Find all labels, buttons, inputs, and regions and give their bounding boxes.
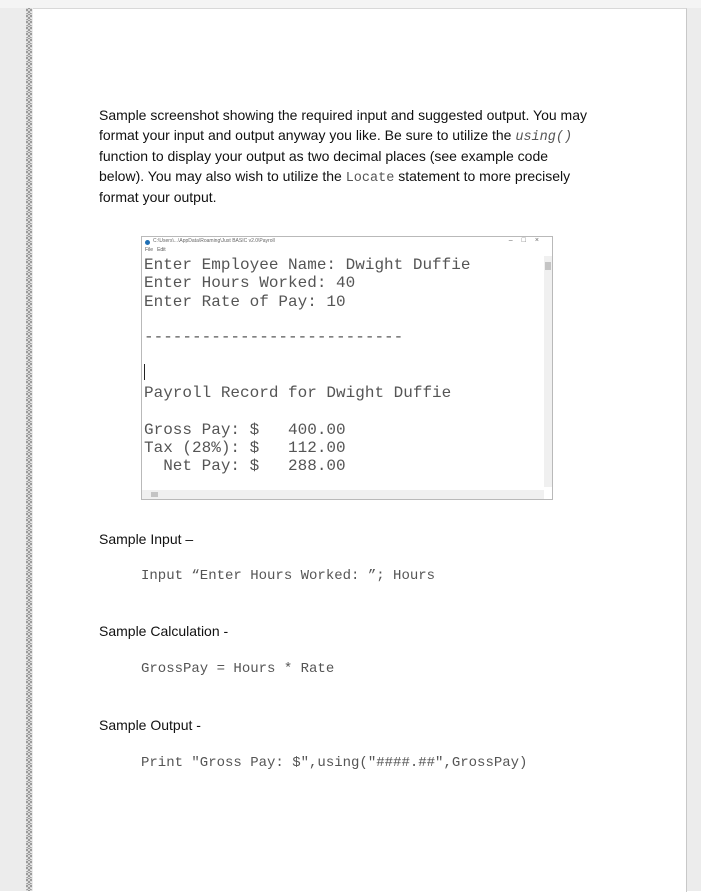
intro-text-3: statement to more precisely format your output. — [99, 167, 571, 205]
sample-input-code: Input “Enter Hours Worked: ”; Hours — [141, 568, 436, 584]
sample-output-heading: Sample Output - — [99, 717, 201, 733]
vertical-scroll-thumb[interactable] — [545, 262, 551, 270]
sample-input-heading: Sample Input – — [99, 531, 194, 547]
window-title-path: C:\Users\...\AppData\Roaming\Just BASIC v2.0\Payroll — [153, 238, 275, 244]
console-line-divider: --------------------------- — [144, 328, 404, 346]
sample-calculation-heading: Sample Calculation - — [99, 623, 229, 639]
console-line-tax: Tax (28%): $ 112.00 — [144, 439, 346, 457]
intro-text-2: function to display your output as two decimal places (see example code below). You may also wish to utilize the — [99, 148, 549, 184]
console-line-net-pay: Net Pay: $ 288.00 — [144, 457, 346, 475]
window-menu-bar — [145, 247, 170, 253]
sample-output-code: Print "Gross Pay: $",using("####.##",GrossPay) — [141, 755, 528, 771]
window-title-bar — [142, 237, 552, 248]
intro-text-1: Sample screenshot showing the required input and suggested output. You may format your input and output anyway you like. Be sure to utilize the — [99, 107, 587, 143]
console-line-hours: Enter Hours Worked: 40 — [144, 274, 356, 292]
horizontal-scroll-thumb[interactable] — [151, 492, 158, 497]
locate-statement-code: Locate — [345, 170, 395, 186]
console-line-payroll-record: Payroll Record for Dwight Duffie — [144, 384, 452, 402]
sample-console-window — [141, 236, 553, 500]
console-line-gross-pay: Gross Pay: $ 400.00 — [144, 421, 346, 439]
menu-file[interactable]: File — [145, 247, 154, 253]
horizontal-scrollbar[interactable] — [142, 490, 544, 499]
console-output — [143, 256, 543, 487]
text-cursor — [144, 364, 145, 380]
using-function-code: using() — [515, 129, 573, 145]
intro-paragraph — [99, 106, 589, 208]
vertical-scrollbar[interactable] — [544, 256, 552, 487]
top-strip — [0, 0, 701, 8]
console-line-rate: Enter Rate of Pay: 10 — [144, 293, 346, 311]
menu-edit[interactable]: Edit — [157, 247, 166, 253]
sample-calculation-code: GrossPay = Hours * Rate — [141, 661, 335, 677]
app-icon — [145, 240, 150, 245]
torn-page-edge — [26, 8, 32, 891]
window-controls[interactable]: –□× — [508, 237, 548, 244]
console-line-employee-name: Enter Employee Name: Dwight Duffie — [144, 256, 471, 274]
